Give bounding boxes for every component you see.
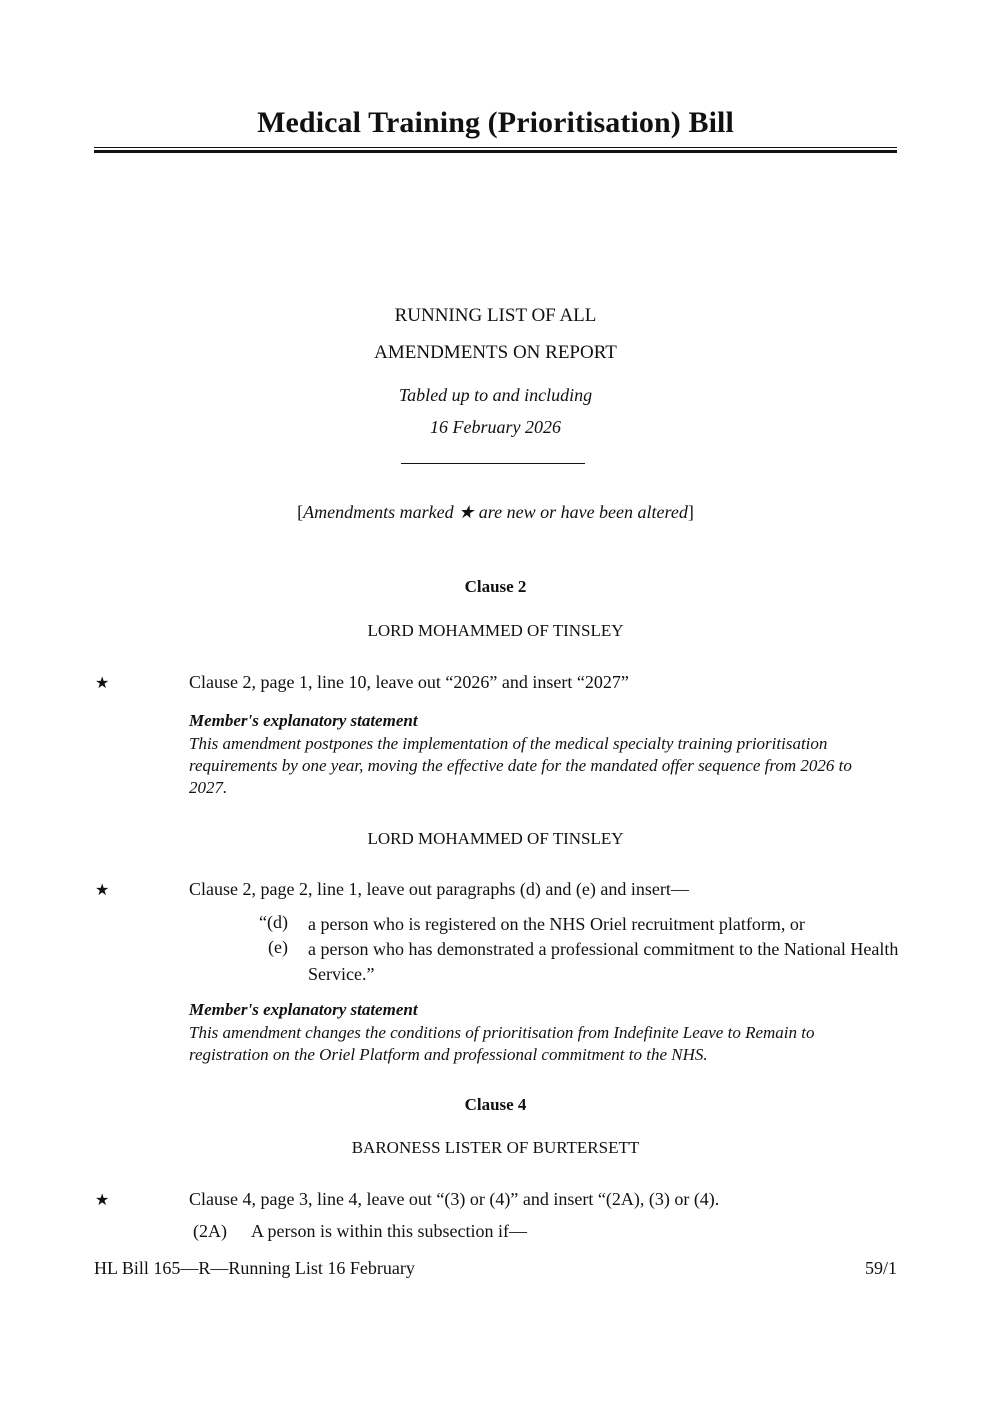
heading-line-2: AMENDMENTS ON REPORT xyxy=(374,342,617,363)
title-rule-thin xyxy=(94,147,897,148)
member-name: LORD MOHAMMED OF TINSLEY xyxy=(367,621,624,640)
statement-line: 2027. xyxy=(189,778,228,797)
heading-line-1: RUNNING LIST OF ALL xyxy=(394,305,597,326)
statement-line: This amendment postpones the implementation of the medical specialty training prioritisation xyxy=(189,734,828,753)
paragraph-text: a person who is registered on the NHS Oriel recruitment platform, or xyxy=(308,914,805,934)
footer-page-number: 59/1 xyxy=(864,1258,897,1278)
note-bracket-close: ] xyxy=(687,502,694,522)
note-text-after: are new or have been altered xyxy=(474,502,688,522)
paragraph-text: a person who has demonstrated a professional commitment to the National Health Service.” xyxy=(308,939,899,984)
star-icon: ★ xyxy=(95,675,110,692)
bill-title: Medical Training (Prioritisation) Bill xyxy=(257,106,734,139)
member-name: BARONESS LISTER OF BURTERSETT xyxy=(351,1138,640,1157)
amendment-text: Clause 2, page 2, line 1, leave out paragraphs (d) and (e) and insert— xyxy=(189,879,689,899)
statement-line: requirements by one year, moving the effective date for the mandated offer sequence from 2026 to xyxy=(189,756,852,775)
explanatory-statement xyxy=(189,733,901,799)
subsection-label: (2A) xyxy=(193,1221,227,1241)
statement-line: This amendment changes the conditions of prioritisation from Indefinite Leave to Remain to xyxy=(189,1023,815,1042)
amendment-text: Clause 4, page 3, line 4, leave out “(3) or (4)” and insert “(2A), (3) or (4). xyxy=(189,1189,720,1209)
star-icon: ★ xyxy=(458,502,475,522)
tabled-date: 16 February 2026 xyxy=(430,417,561,437)
explanatory-statement xyxy=(189,1022,901,1066)
divider-rule xyxy=(401,463,585,464)
member-name: LORD MOHAMMED OF TINSLEY xyxy=(367,829,624,848)
clause-heading: Clause 2 xyxy=(464,577,527,596)
subsection-text: A person is within this subsection if— xyxy=(251,1221,527,1241)
amendments-note xyxy=(0,502,991,523)
title-rule-thick xyxy=(94,150,897,153)
tabled-line-1: Tabled up to and including xyxy=(398,385,593,405)
explanatory-statement-heading: Member's explanatory statement xyxy=(189,1000,418,1019)
star-icon: ★ xyxy=(95,1192,110,1209)
clause-heading: Clause 4 xyxy=(464,1095,527,1114)
note-text-before: Amendments marked xyxy=(303,502,459,522)
paragraph-label: (e) xyxy=(268,937,288,957)
explanatory-statement-heading: Member's explanatory statement xyxy=(189,711,418,730)
footer-bill-reference: HL Bill 165—R—Running List 16 February xyxy=(94,1258,415,1278)
statement-line: registration on the Oriel Platform and professional commitment to the NHS. xyxy=(189,1045,708,1064)
paragraph-label: “(d) xyxy=(259,912,288,932)
star-icon: ★ xyxy=(95,882,110,899)
note-bracket-open: [ xyxy=(297,502,304,522)
amendment-text: Clause 2, page 1, line 10, leave out “2026” and insert “2027” xyxy=(189,672,629,692)
